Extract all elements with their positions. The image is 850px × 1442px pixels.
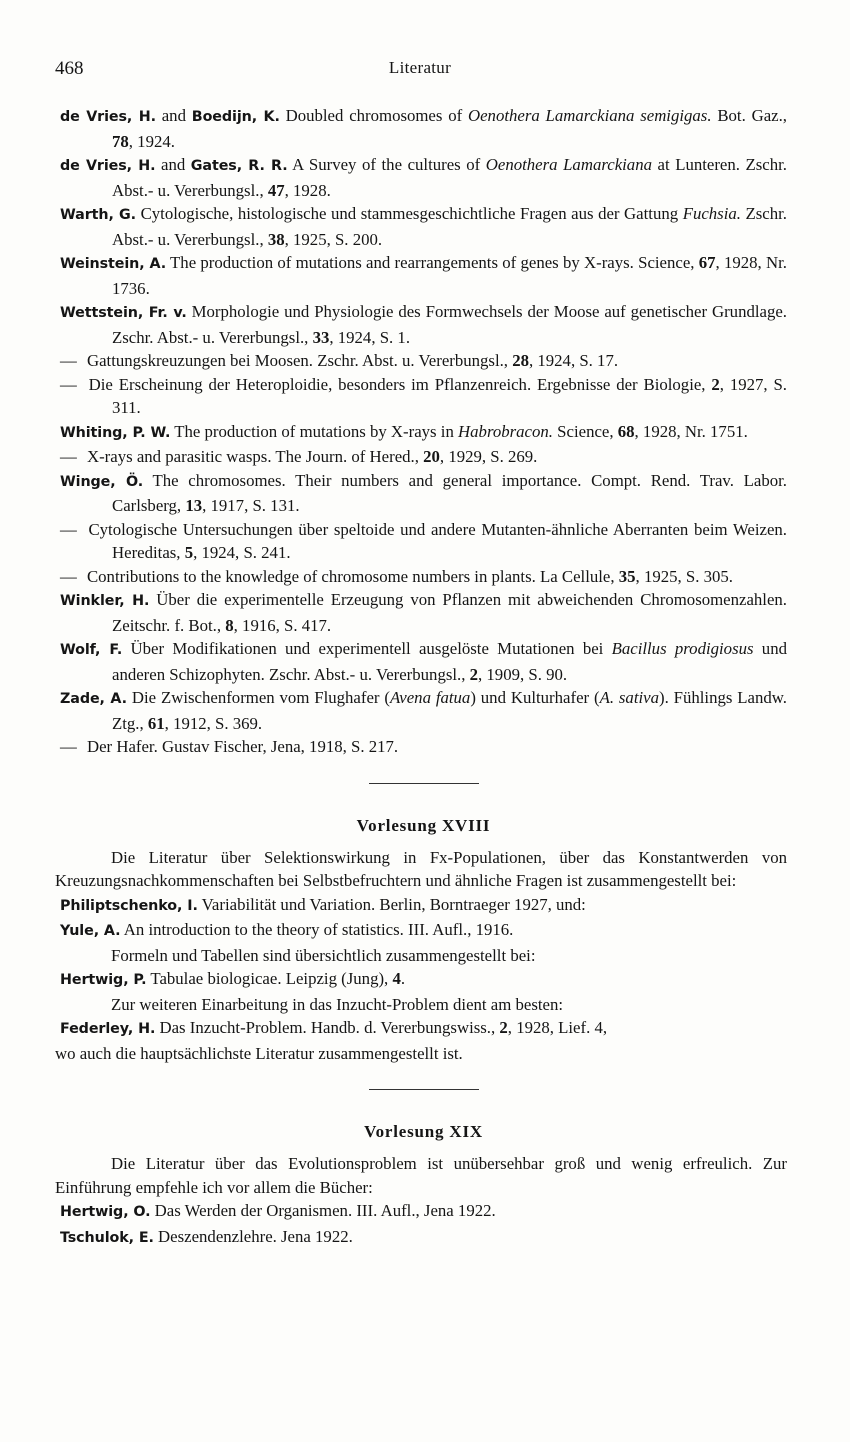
reference-text: , 1924, S. 241. <box>193 543 291 562</box>
reference-text: , 1929, S. 269. <box>439 447 538 466</box>
lecture-18-zur: Zur weiteren Einarbeitung in das Inzucht-Problem dient am besten: <box>111 994 564 1014</box>
volume-number: 78 <box>112 131 129 151</box>
reference-text: Bot. Gaz., <box>711 106 787 125</box>
reference-author: Wolf, F. <box>60 642 123 658</box>
lecture-18-tail: wo auch die hauptsächlichste Literatur zusammengestellt ist. <box>55 1043 463 1063</box>
reference-author: Boedijn, K. <box>191 109 280 125</box>
reference-entry <box>60 373 787 420</box>
italic-title: Avena fatua <box>389 688 471 707</box>
reference-text: and <box>155 106 192 125</box>
volume-number: 5 <box>184 543 194 562</box>
reference-text: , 1912, S. 369. <box>164 713 263 733</box>
reference-entry <box>60 637 787 686</box>
reference-text: An introduction to the theory of statistics. III. Aufl., 1916. <box>120 920 514 939</box>
reference-author: Warth, G. <box>60 207 137 223</box>
section-divider <box>369 1089 479 1090</box>
reference-list <box>55 104 788 1250</box>
reference-text: Das Inzucht-Problem. Handb. d. Vererbungswiss., <box>155 1018 500 1037</box>
volume-number: 47 <box>267 180 285 200</box>
reference-author: Yule, A. <box>60 923 121 939</box>
reference-entry <box>60 735 787 759</box>
reference-text: Der Hafer. Gustav Fischer, Jena, 1918, S. 217. <box>82 737 399 756</box>
reference-text: Cytologische Untersuchungen über speltoide und andere Mutanten-ähnliche Aberranten beim Weizen. Hereditas, <box>82 519 787 562</box>
reference-text: The production of mutations by X-rays in <box>170 421 459 441</box>
reference-text: , 1924, S. 1. <box>329 327 411 347</box>
volume-number: 4 <box>392 969 401 988</box>
reference-text: , 1928, Nr. 1736. <box>112 253 787 298</box>
reference-entry <box>60 153 787 202</box>
reference-author: Hertwig, O. <box>60 1204 151 1220</box>
reference-entry <box>60 588 787 637</box>
reference-text: Tabulae biologicae. Leipzig (Jung), <box>146 969 393 988</box>
reference-text: The production of mutations and rearrangements of genes by X-rays. Science, <box>166 253 699 272</box>
italic-title: Bacillus prodigiosus <box>611 639 754 658</box>
page-number: 468 <box>55 58 84 79</box>
reference-text: Das Werden der Organismen. III. Aufl., Jena 1922. <box>150 1201 496 1220</box>
reference-text: Doubled chromosomes of <box>279 106 468 125</box>
volume-number: 38 <box>267 229 285 249</box>
reference-text: Deszendenzlehre. Jena 1922. <box>153 1226 353 1246</box>
reference-entry <box>60 1225 787 1251</box>
reference-entry <box>60 565 787 589</box>
reference-author: Hertwig, P. <box>60 972 147 988</box>
reference-text: Contributions to the knowledge of chromosome numbers in plants. La Cellule, <box>82 566 619 586</box>
lecture-18-title: Vorlesung XVIII <box>356 815 491 835</box>
volume-number: 13 <box>185 496 203 515</box>
reference-text: ). Fühlings Landw. Ztg., <box>112 688 787 733</box>
reference-author: Federley, H. <box>60 1021 156 1037</box>
reference-entry <box>60 518 787 565</box>
reference-text: Zschr. Abst.- u. Vererbungsl., <box>112 204 787 249</box>
reference-text: , 1917, S. 131. <box>202 496 300 515</box>
reference-text: Science, <box>552 421 618 441</box>
reference-author: Tschulok, E. <box>60 1229 154 1246</box>
reference-text: Gattungskreuzungen bei Moosen. Zschr. Abst. u. Vererbungsl., <box>82 351 513 370</box>
reference-text: at Lunteren. Zschr. Abst.- u. Vererbungsl., <box>112 155 787 200</box>
reference-entry <box>60 202 787 251</box>
reference-author: Gates, R. R. <box>190 158 288 174</box>
reference-entry <box>60 251 787 300</box>
volume-number: 67 <box>698 253 716 272</box>
reference-text: , 1925, S. 305. <box>635 566 733 586</box>
reference-entry <box>60 469 787 518</box>
ditto-dash: — <box>60 351 77 370</box>
volume-number: 8 <box>225 615 234 635</box>
reference-author: Wettstein, Fr. v. <box>60 305 187 321</box>
reference-text: , 1909, S. 90. <box>478 664 568 684</box>
reference-text: and <box>155 155 191 174</box>
volume-number: 2 <box>499 1018 508 1037</box>
reference-text: . <box>400 969 406 988</box>
reference-text: , 1924, S. 17. <box>528 351 619 370</box>
reference-text: , 1928, Nr. 1751. <box>634 421 748 441</box>
reference-text: und anderen Schizophyten. Zschr. Abst.- u. Vererbungsl., <box>112 639 787 684</box>
reference-author: Whiting, P. W. <box>60 424 171 441</box>
reference-entry <box>60 420 787 446</box>
page-header <box>55 58 785 84</box>
reference-entry <box>60 104 787 153</box>
italic-title: Oenothera Lamarckiana semigigas. <box>467 106 712 125</box>
reference-author: de Vries, H. <box>60 109 156 125</box>
reference-entry <box>60 300 787 349</box>
section-divider <box>369 783 479 784</box>
running-head: Literatur <box>388 58 452 77</box>
reference-entry <box>60 918 787 944</box>
ditto-dash: — <box>60 447 77 466</box>
reference-author: Weinstein, A. <box>60 256 167 272</box>
reference-text: Morphologie und Physiologie des Formwechsels der Moose auf genetischer Grundlage. Zschr. Abst.- u. Vererbungsl., <box>112 302 787 347</box>
lecture-19-intro: Die Literatur über das Evolutionsproblem ist unübersehbar groß und wenig erfreulich. Zur Einführung empfehle ich vor allem die Bücher: <box>55 1154 787 1197</box>
volume-number: 2 <box>469 664 479 684</box>
ditto-dash: — <box>60 566 77 586</box>
reference-entry <box>60 445 787 469</box>
volume-number: 68 <box>617 421 635 441</box>
reference-author: Philiptschenko, I. <box>60 897 198 914</box>
reference-entry <box>60 1016 787 1042</box>
reference-text: , 1916, S. 417. <box>233 615 332 635</box>
reference-text: Variabilität und Variation. Berlin, Borntraeger 1927, und: <box>197 894 586 914</box>
reference-text: Über die experimentelle Erzeugung von Pflanzen mit abweichenden Chromosomenzahlen. Zeitschr. f. Bot., <box>112 590 787 635</box>
ditto-dash: — <box>60 519 77 539</box>
reference-author: Zade, A. <box>60 691 127 707</box>
lecture-18-intro: Die Literatur über Selektionswirkung in Fx-Populationen, über das Konstantwerden von Kreuzungsnachkommenschaften bei Selbstbefruchtern und ähnliche Fragen ist zusammengestellt bei: <box>55 847 787 890</box>
volume-number: 61 <box>147 713 165 733</box>
reference-text: X-rays and parasitic wasps. The Journ. of Hered., <box>82 447 424 466</box>
reference-entry <box>60 1199 787 1225</box>
reference-entry <box>60 349 787 373</box>
volume-number: 35 <box>618 566 636 586</box>
volume-number: 33 <box>312 327 330 347</box>
ditto-dash: — <box>60 374 77 394</box>
reference-entry <box>60 967 787 993</box>
reference-text: ) und Kulturhafer ( <box>470 688 600 707</box>
italic-title: A. sativa <box>599 688 659 707</box>
reference-author: de Vries, H. <box>60 158 156 174</box>
reference-text: , 1928. <box>284 180 331 200</box>
reference-author: Winkler, H. <box>60 593 150 609</box>
italic-title: Fuchsia. <box>682 204 741 223</box>
lecture-19-title: Vorlesung XIX <box>364 1122 483 1141</box>
reference-entry <box>60 686 787 735</box>
reference-text: Die Zwischenformen vom Flughafer ( <box>127 688 390 707</box>
reference-author: Winge, Ö. <box>60 473 144 490</box>
lecture-18-formeln: Formeln und Tabellen sind übersichtlich zusammengestellt bei: <box>111 945 536 965</box>
italic-title: Habrobracon. <box>458 421 553 441</box>
italic-title: Oenothera Lamarckiana <box>485 155 652 174</box>
reference-text: Cytologische, histologische und stammesgeschichtliche Fragen aus der Gattung <box>136 204 683 223</box>
volume-number: 20 <box>423 447 440 466</box>
volume-number: 2 <box>711 374 720 394</box>
reference-text: , 1928, Lief. 4, <box>507 1018 608 1037</box>
reference-entry <box>60 893 787 919</box>
ditto-dash: — <box>60 737 77 756</box>
reference-text: , 1924. <box>128 131 175 151</box>
reference-text: , 1925, S. 200. <box>284 229 383 249</box>
volume-number: 28 <box>512 351 529 370</box>
reference-text: Über Modifikationen und experimentell ausgelöste Mutationen bei <box>122 639 612 658</box>
reference-text: A Survey of the cultures of <box>287 155 486 174</box>
reference-text: The chromosomes. Their numbers and general importance. Compt. Rend. Trav. Labor. Carlsberg, <box>112 470 787 515</box>
reference-text: Die Erscheinung der Heteroploidie, besonders im Pflanzenreich. Ergebnisse der Biologie, <box>82 374 712 394</box>
reference-text: , 1927, S. 311. <box>112 374 788 417</box>
